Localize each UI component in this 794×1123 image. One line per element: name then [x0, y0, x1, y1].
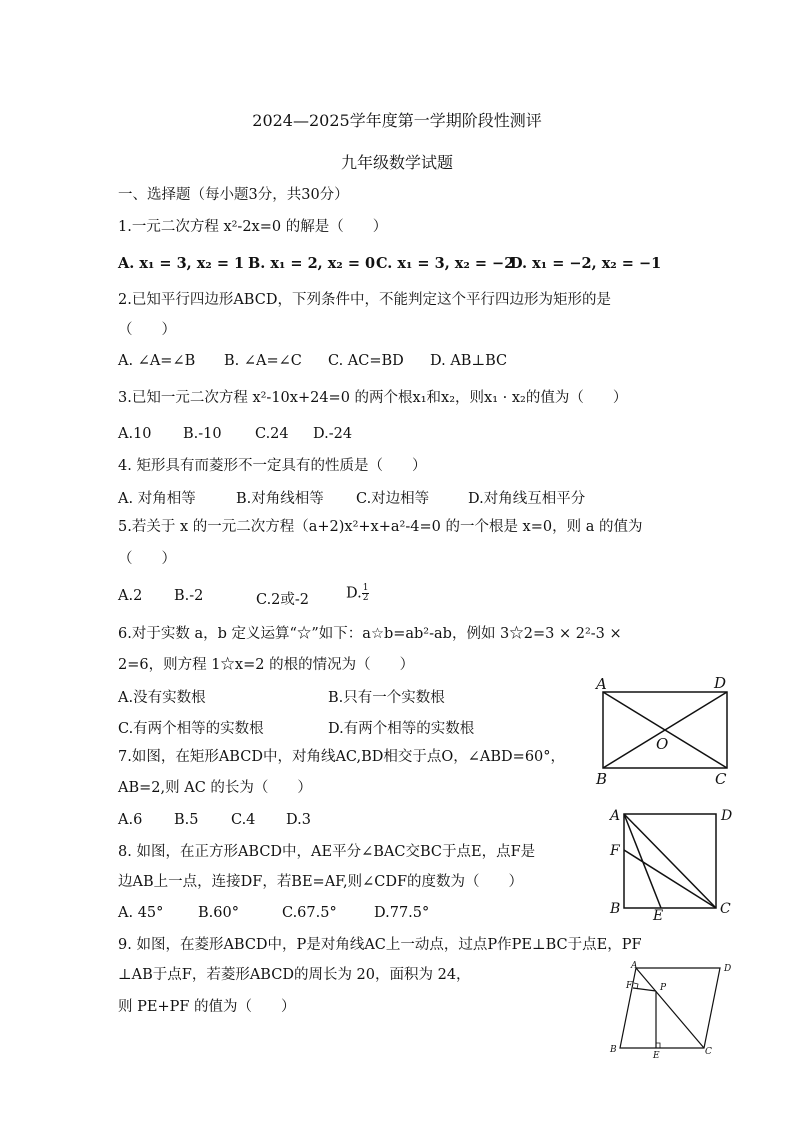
- fig2-label-e: E: [653, 908, 664, 924]
- fraction-denominator: 2: [362, 593, 369, 603]
- q6-option-d: D.有两个相等的实数根: [328, 721, 475, 737]
- fig1-label-a: A: [596, 675, 607, 693]
- q1-option-c: C. x₁ = 3, x₂ = −2: [376, 255, 515, 272]
- q8-option-a: A. 45°: [118, 905, 164, 921]
- q5-option-a: A.2: [118, 588, 143, 604]
- fig1-label-b: B: [596, 770, 608, 788]
- q5-option-d: [346, 584, 369, 603]
- figure-rhombus-abcd: [604, 958, 744, 1062]
- q5-option-d-fraction: [362, 584, 370, 603]
- q3-option-d: D.-24: [313, 426, 353, 442]
- fig3-label-a: A: [631, 961, 638, 971]
- q8-option-c: C.67.5°: [282, 905, 337, 921]
- q6-option-c: C.有两个相等的实数根: [118, 721, 264, 737]
- q7-stem: 7.如图，在矩形ABCD中，对角线AC,BD相交于点O，∠ABD=60°，: [118, 749, 566, 765]
- q4-option-c: C.对边相等: [356, 491, 430, 507]
- figure-rectangle-abcd: [590, 672, 740, 790]
- fig3-label-c: C: [705, 1047, 712, 1057]
- q7-option-a: A.6: [118, 812, 143, 828]
- paper-title: 2024—2025学年度第一学期阶段性测评: [252, 111, 542, 130]
- section-heading: 一、选择题（每小题3分，共30分）: [118, 187, 349, 203]
- q8-option-b: B.60°: [198, 905, 239, 921]
- fig3-label-b: B: [610, 1045, 617, 1055]
- q2-option-a: A. ∠A=∠B: [118, 353, 196, 369]
- q2-stem: 2.已知平行四边形ABCD，下列条件中，不能判定这个平行四边形为矩形的是: [118, 292, 611, 308]
- q8-option-d: D.77.5°: [374, 905, 430, 921]
- fig3-label-e: E: [653, 1051, 660, 1061]
- q4-stem: 4. 矩形具有而菱形不一定具有的性质是（ ）: [118, 458, 427, 474]
- fig1-label-c: C: [715, 770, 727, 788]
- q3-option-a: A.10: [118, 426, 152, 442]
- q4-option-b: B.对角线相等: [236, 491, 324, 507]
- q6-option-b: B.只有一个实数根: [328, 690, 445, 706]
- q4-option-a: A. 对角相等: [118, 491, 196, 507]
- fig2-label-f: F: [610, 843, 620, 859]
- q8-stem-cont: 边AB上一点，连接DF，若BE=AF,则∠CDF的度数为（ ）: [118, 874, 524, 890]
- fig2-label-d: D: [721, 808, 733, 824]
- q5-option-b: B.-2: [174, 588, 204, 604]
- fig2-label-b: B: [610, 901, 621, 917]
- q6-option-a: A.没有实数根: [118, 690, 206, 706]
- fraction-numerator: 1: [362, 583, 369, 593]
- q3-stem: 3.已知一元二次方程 x²-10x+24=0 的两个根x₁和x₂，则x₁ · x₂的值为（ ）: [118, 390, 628, 406]
- q5-stem-cont: （ ）: [118, 551, 176, 567]
- q7-stem-cont: AB=2,则 AC 的长为（ ）: [118, 780, 312, 796]
- q9-stem-cont: ⊥AB于点F，若菱形ABCD的周长为 20，面积为 24，: [118, 967, 471, 983]
- q7-option-d: D.3: [286, 812, 311, 828]
- fig1-label-o: O: [656, 735, 669, 753]
- q7-option-b: B.5: [174, 812, 199, 828]
- q1-stem: 1.一元二次方程 x²-2x=0 的解是（ ）: [118, 219, 388, 235]
- q6-stem-cont: 2=6，则方程 1☆x=2 的根的情况为（ ）: [118, 657, 415, 673]
- q1-option-d: D. x₁ = −2, x₂ = −1: [510, 255, 662, 272]
- q2-option-c: C. AC=BD: [328, 353, 404, 369]
- q1-option-b: B. x₁ = 2, x₂ = 0: [248, 255, 376, 272]
- q2-stem-cont: （ ）: [118, 322, 176, 338]
- fig2-label-a: A: [610, 808, 621, 824]
- fig3-label-d: D: [724, 964, 732, 974]
- q7-option-c: C.4: [231, 812, 256, 828]
- q6-stem: 6.对于实数 a，b 定义运算“☆”如下：a☆b=ab²-ab，例如 3☆2=3 × 2²-3 ×: [118, 626, 622, 642]
- fig2-label-c: C: [720, 901, 731, 917]
- q9-stem: 9. 如图，在菱形ABCD中，P是对角线AC上一动点，过点P作PE⊥BC于点E，PF: [118, 937, 642, 953]
- fig3-label-f: F: [626, 981, 633, 991]
- q5-stem: 5.若关于 x 的一元二次方程（a+2)x²+x+a²-4=0 的一个根是 x=0，则 a 的值为: [118, 519, 643, 535]
- q8-stem: 8. 如图，在正方形ABCD中，AE平分∠BAC交BC于点E，点F是: [118, 844, 536, 860]
- fig1-label-d: D: [714, 674, 727, 692]
- q3-option-b: B.-10: [183, 426, 222, 442]
- q2-option-b: B. ∠A=∠C: [224, 353, 302, 369]
- q4-option-d: D.对角线互相平分: [468, 491, 586, 507]
- q1-option-a: A. x₁ = 3, x₂ = 1: [118, 255, 245, 272]
- q5-option-d-prefix: D.: [346, 585, 362, 602]
- q3-option-c: C.24: [255, 426, 289, 442]
- q5-option-c: C.2或-2: [256, 592, 310, 608]
- figure-square-abcd: [604, 804, 744, 922]
- q9-stem-cont2: 则 PE+PF 的值为（ ）: [118, 999, 296, 1015]
- fig3-label-p: P: [660, 983, 667, 993]
- q2-option-d: D. AB⊥BC: [430, 353, 508, 369]
- paper-subtitle: 九年级数学试题: [340, 153, 453, 172]
